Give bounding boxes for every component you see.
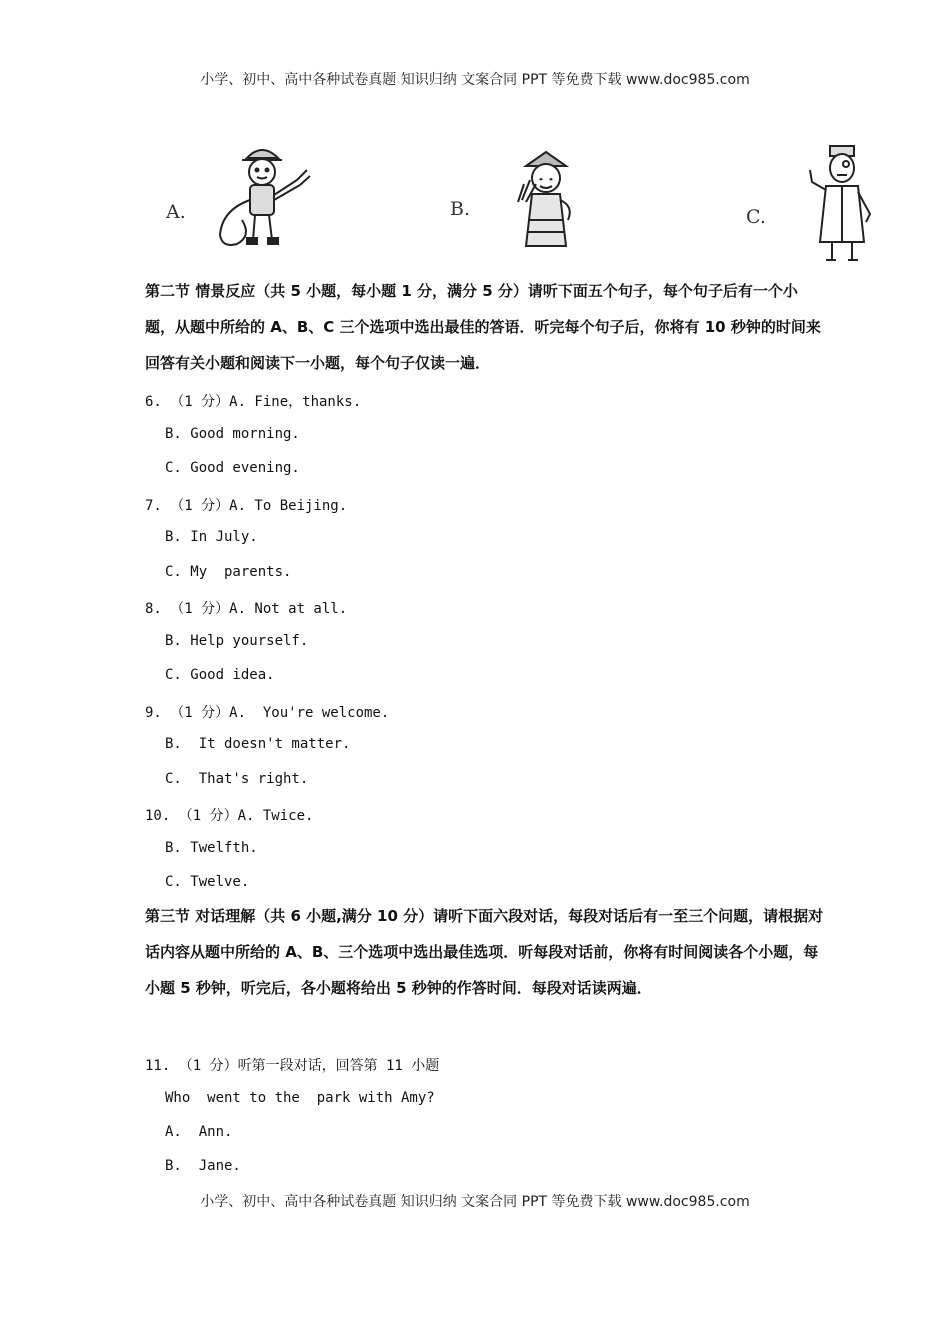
firefighter-with-hose-icon xyxy=(212,140,312,252)
question-11-stem: 11. （1 分）听第一段对话，回答第 11 小题 xyxy=(145,1058,440,1074)
question-8-option-b: B. Help yourself. xyxy=(165,633,309,649)
question-11-option-a: A. Ann. xyxy=(165,1124,233,1140)
question-10-stem: 10. （1 分）A. Twice. xyxy=(145,808,314,824)
question-7-option-c: C. My parents. xyxy=(165,564,292,580)
question-10-option-b: B. Twelfth. xyxy=(165,840,258,856)
question-6-option-c: C. Good evening. xyxy=(165,460,300,476)
picture-a-label: A. xyxy=(166,201,186,223)
question-9-option-c: C. That's right. xyxy=(165,771,309,787)
question-9-option-b: B. It doesn't matter. xyxy=(165,736,351,752)
section-3-instructions: 第三节 对话理解（共 6 小题,满分 10 分）请听下面六段对话，每段对话后有一至三个问题，请根据对话内容从题中所给的 A、B、三个选项中选出最佳选项．听每段对话前，你将有时间阅读各个小题，每小题 5 秒钟，听完后，各小题将给出 5 秒钟的作答时间．每段对话读两遍． xyxy=(145,907,824,997)
question-10-option-c: C. Twelve. xyxy=(165,874,250,890)
question-8-option-c: C. Good idea. xyxy=(165,667,275,683)
picture-b-label: B. xyxy=(450,198,471,220)
question-6-option-b: B. Good morning. xyxy=(165,426,300,442)
question-9-stem: 9. （1 分）A. You're welcome. xyxy=(145,705,390,721)
question-8-stem: 8. （1 分）A. Not at all. xyxy=(145,601,348,617)
page-header: 小学、初中、高中各种试卷真题 知识归纳 文案合同 PPT 等免费下载 www.doc985.com xyxy=(200,72,750,88)
question-11-prompt: Who went to the park with Amy? xyxy=(165,1090,435,1106)
doctor-icon xyxy=(806,142,878,266)
picture-c-label: C. xyxy=(746,206,766,228)
question-11-option-b: B. Jane. xyxy=(165,1158,241,1174)
question-7-stem: 7. （1 分）A. To Beijing. xyxy=(145,498,348,514)
question-7-option-b: B. In July. xyxy=(165,529,258,545)
page-footer: 小学、初中、高中各种试卷真题 知识归纳 文案合同 PPT 等免费下载 www.doc985.com xyxy=(200,1194,750,1210)
woman-with-flowers-icon xyxy=(512,150,580,254)
question-6-stem: 6. （1 分）A. Fine，thanks. xyxy=(145,394,362,410)
section-2-instructions: 第二节 情景反应（共 5 小题，每小题 1 分，满分 5 分）请听下面五个句子，每个句子后有一个小题，从题中所给的 A、B、C 三个选项中选出最佳的答语．听完每个句子后，你将有 10 秒钟的时间来回答有关小题和阅读下一小题，每个句子仅读一遍． xyxy=(145,282,821,372)
picture-options xyxy=(0,140,950,275)
